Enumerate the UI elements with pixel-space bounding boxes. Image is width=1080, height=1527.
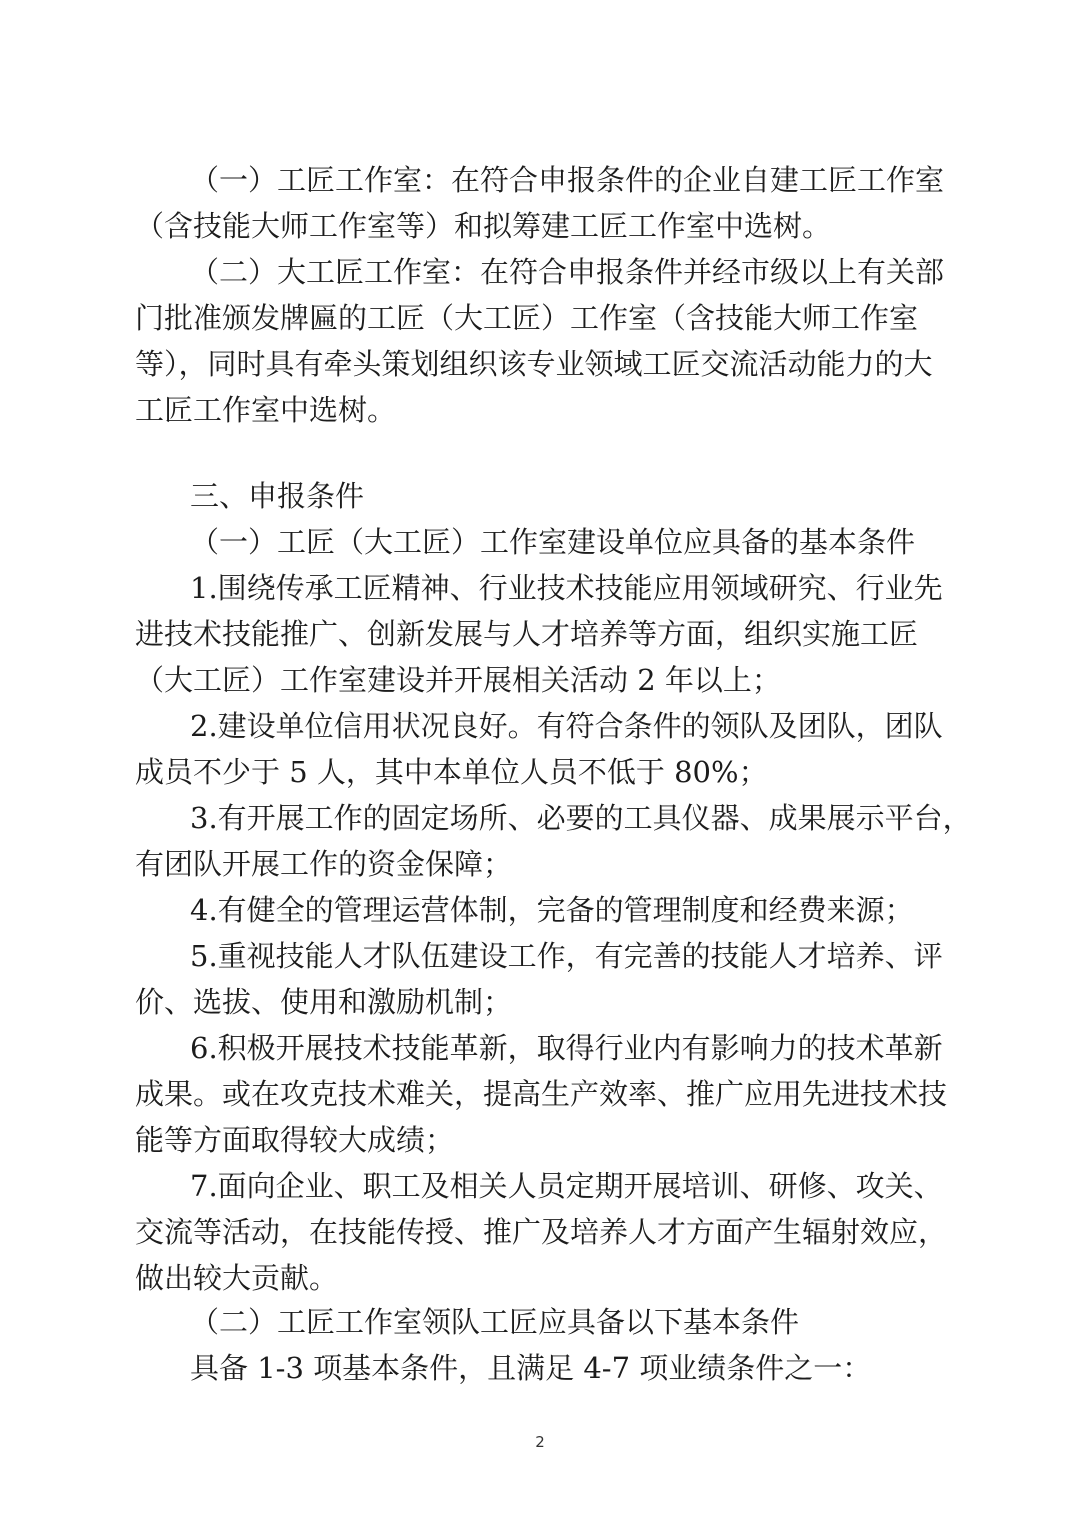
paragraph-line: 7.面向企业、职工及相关人员定期开展培训、研修、攻关、 <box>190 1169 943 1203</box>
paragraph-line: 成员不少于 5 人，其中本单位人员不低于 80%； <box>135 755 768 789</box>
paragraph-line: 工匠工作室中选树。 <box>135 393 397 427</box>
paragraph-line: 具备 1-3 项基本条件，且满足 4-7 项业绩条件之一： <box>190 1351 872 1385</box>
paragraph-line: 价、选拔、使用和激励机制； <box>135 985 513 1019</box>
paragraph-line: （大工匠）工作室建设并开展相关活动 2 年以上； <box>135 663 781 697</box>
paragraph-line: 进技术技能推广、创新发展与人才培养等方面，组织实施工匠 <box>135 617 919 651</box>
paragraph-line: 交流等活动，在技能传授、推广及培养人才方面产生辐射效应， <box>135 1215 948 1249</box>
paragraph-line: 做出较大贡献。 <box>135 1261 339 1295</box>
paragraph-line: 等），同时具有牵头策划组织该专业领域工匠交流活动能力的大 <box>135 347 933 381</box>
paragraph-line: 2.建设单位信用状况良好。有符合条件的领队及团队，团队 <box>190 709 943 743</box>
paragraph-line: （含技能大师工作室等）和拟筹建工匠工作室中选树。 <box>135 209 832 243</box>
paragraph-line: 4.有健全的管理运营体制，完备的管理制度和经费来源； <box>190 893 914 927</box>
paragraph-line: 1.围绕传承工匠精神、行业技术技能应用领域研究、行业先 <box>190 571 943 605</box>
subsection-heading: （一）工匠（大工匠）工作室建设单位应具备的基本条件 <box>190 525 916 559</box>
paragraph-line: （二）大工匠工作室：在符合申报条件并经市级以上有关部 <box>190 255 945 289</box>
paragraph-line: 成果。或在攻克技术难关，提高生产效率、推广应用先进技术技 <box>135 1077 948 1111</box>
paragraph-line: 3.有开展工作的固定场所、必要的工具仪器、成果展示平台， <box>190 801 972 835</box>
page-number: 2 <box>535 1433 545 1451</box>
paragraph-line: 5.重视技能人才队伍建设工作，有完善的技能人才培养、评 <box>190 939 943 973</box>
paragraph-line: （一）工匠工作室：在符合申报条件的企业自建工匠工作室 <box>190 163 945 197</box>
paragraph-line: 能等方面取得较大成绩； <box>135 1123 455 1157</box>
paragraph-line: 有团队开展工作的资金保障； <box>135 847 513 881</box>
paragraph-line: 门批准颁发牌匾的工匠（大工匠）工作室（含技能大师工作室 <box>135 301 919 335</box>
paragraph-line: 6.积极开展技术技能革新，取得行业内有影响力的技术革新 <box>190 1031 943 1065</box>
subsection-heading: （二）工匠工作室领队工匠应具备以下基本条件 <box>190 1305 800 1339</box>
section-heading: 三、申报条件 <box>190 479 365 513</box>
